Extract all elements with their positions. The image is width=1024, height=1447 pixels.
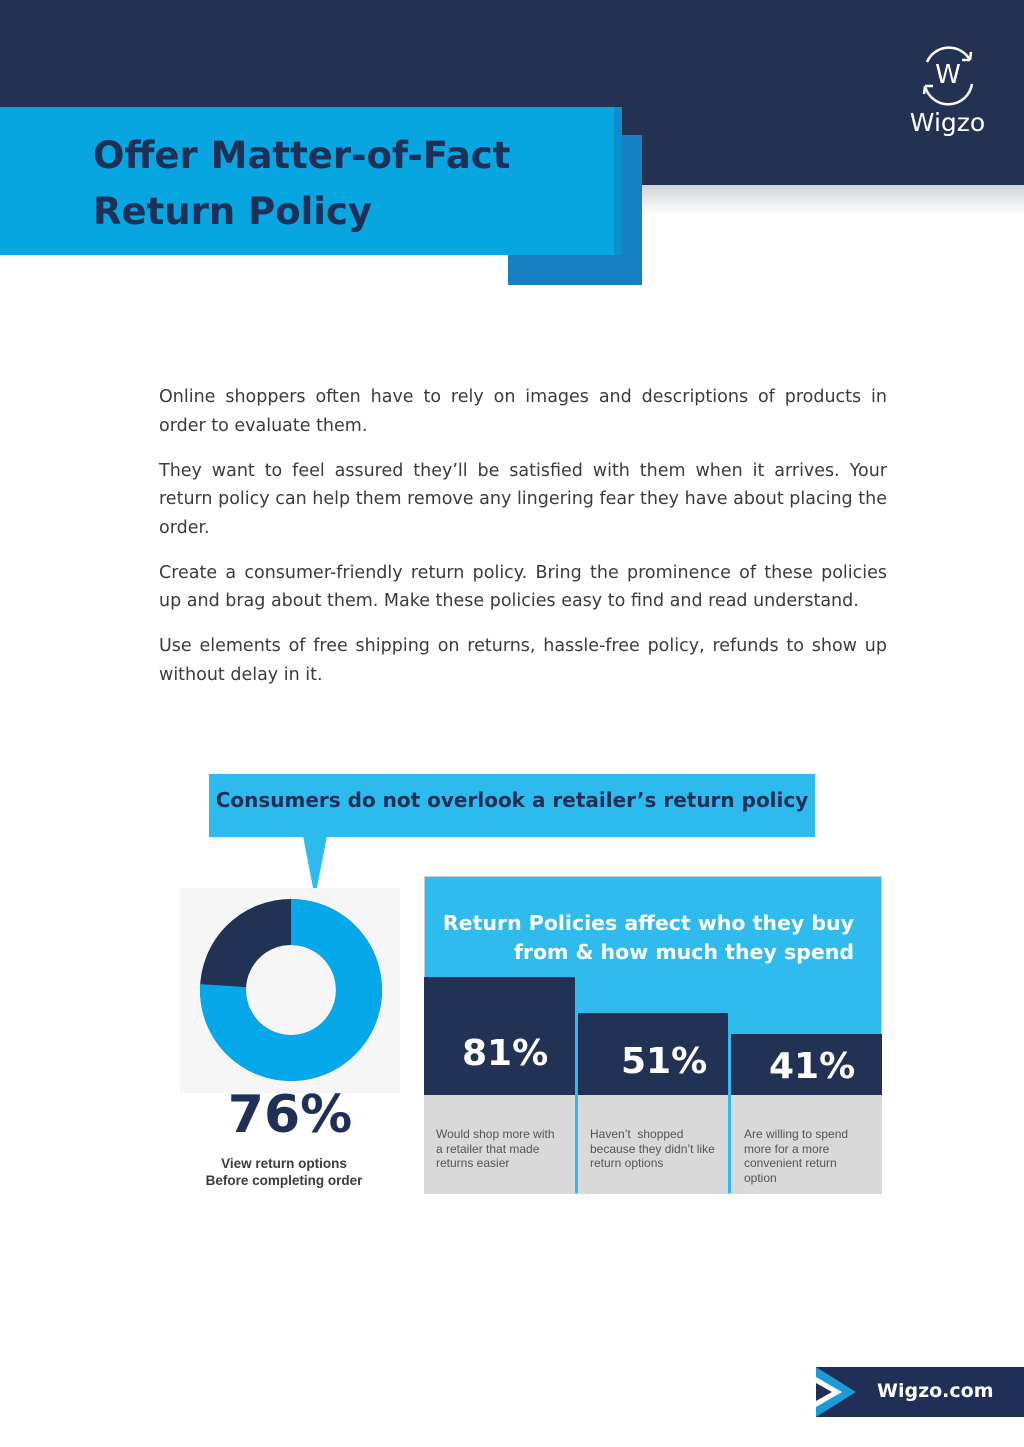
donut-percentage: 76% xyxy=(227,1085,353,1145)
callout-box xyxy=(209,774,815,837)
logo-letter: W xyxy=(935,60,961,90)
stat-description-line: option xyxy=(744,1170,777,1185)
donut-chart xyxy=(200,899,382,1081)
stat-description xyxy=(744,1127,848,1185)
paragraph: Create a consumer-friendly return policy. Bring the prominence of these policies up and brag about them. Make these policies easy to find and read understand. xyxy=(159,562,887,611)
donut-caption xyxy=(184,1155,384,1189)
stat-description-line: returns easier xyxy=(436,1156,510,1170)
stat-description xyxy=(436,1127,555,1171)
stat-percentage: 81% xyxy=(462,1033,549,1074)
logo-cycle-icon xyxy=(900,40,995,106)
callout-text: Consumers do not overlook a retailer’s return policy xyxy=(215,788,809,812)
footer-site-link[interactable]: Wigzo.com xyxy=(877,1380,994,1402)
stat-percentage: 41% xyxy=(769,1046,856,1087)
paragraph: Online shoppers often have to rely on images and descriptions of products in order to evaluate them. xyxy=(159,387,887,436)
donut-caption-line-1: View return options xyxy=(221,1156,347,1171)
stat-description-line: a retailer that made xyxy=(436,1141,540,1156)
page-title xyxy=(93,128,593,240)
footer-arrow-icon xyxy=(816,1367,858,1417)
stat-percentage: 51% xyxy=(621,1041,708,1082)
stat-description-line: convenient return xyxy=(744,1156,837,1170)
stat-description-line: because they didn’t like xyxy=(590,1141,715,1156)
stat-description xyxy=(590,1127,715,1171)
logo-name: Wigzo xyxy=(909,108,986,137)
stats-heading-line-1: Return Policies affect who they buy xyxy=(442,911,854,935)
title-line-1: Offer Matter-of-Fact xyxy=(93,134,511,177)
paragraph: Use elements of free shipping on returns, hassle-free policy, refunds to show up without delay in it. xyxy=(159,636,887,685)
donut-caption-line-2: Before completing order xyxy=(205,1173,363,1188)
title-line-2: Return Policy xyxy=(93,190,373,233)
stat-description-line: Haven’t shopped xyxy=(590,1127,684,1141)
stat-description-line: more for a more xyxy=(744,1141,830,1156)
stat-description-line: Would shop more with xyxy=(436,1127,555,1141)
wigzo-logo[interactable] xyxy=(900,40,995,140)
stats-heading xyxy=(440,909,854,966)
stat-description-line: return options xyxy=(590,1156,664,1170)
stat-description-line: Are willing to spend xyxy=(744,1127,849,1141)
paragraph: They want to feel assured they’ll be satisfied with them when it arrives. Your return policy can help them remove any lingering fear they have about placing the order. xyxy=(159,460,887,538)
body-text xyxy=(159,383,887,706)
header-shadow xyxy=(640,185,1024,215)
stats-heading-line-2: from & how much they spend xyxy=(513,939,854,964)
title-ribbon-edge xyxy=(614,107,622,255)
